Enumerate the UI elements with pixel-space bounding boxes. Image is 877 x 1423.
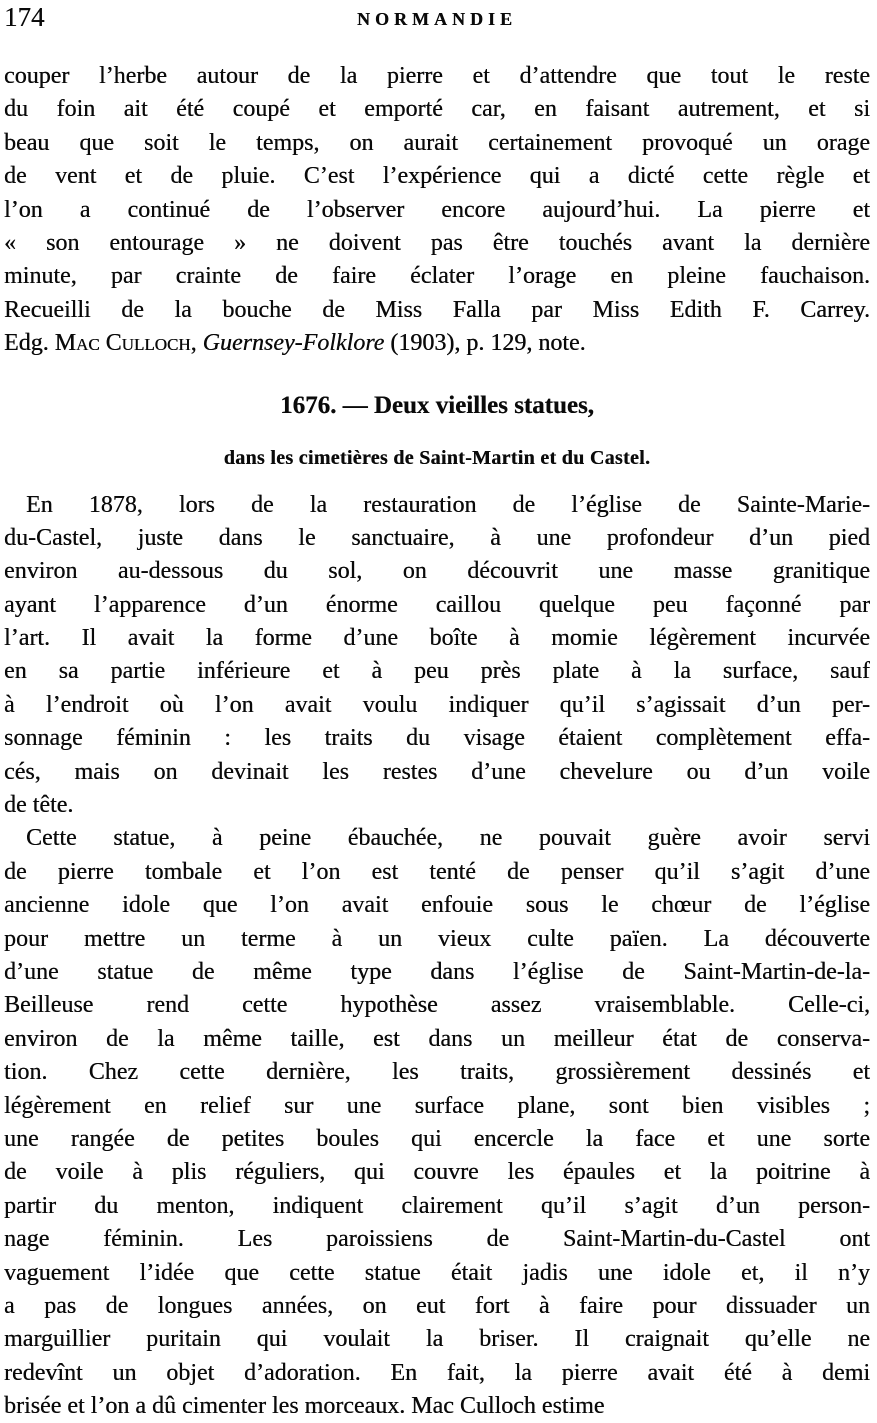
text-line: En 1878, lors de la restauration de l’église de Sainte-Marie- [26, 491, 870, 518]
text-line: une rangée de petites boules qui encercle la face et une sorte [4, 1125, 870, 1152]
text-line: légèrement en relief sur une surface plane, sont bien visibles ; [4, 1092, 870, 1119]
paragraph-3 [4, 822, 870, 1423]
page-number: 174 [4, 2, 45, 32]
paragraph-2 [4, 489, 870, 823]
text-line: nage féminin. Les paroissiens de Saint-Martin-du-Castel ont [4, 1226, 870, 1253]
text-line: à l’endroit où l’on avait voulu indiquer qu’il s’agissait d’un per- [4, 691, 870, 718]
text-line: cés, mais on devinait les restes d’une chevelure ou d’un voile [4, 758, 870, 785]
text-line: beau que soit le temps, on aurait certainement provoqué un orage [4, 129, 870, 156]
text-line: vaguement l’idée que cette statue était jadis une idole et, il n’y [4, 1259, 870, 1286]
text-line: pour mettre un terme à un vieux culte païen. La découverte [4, 925, 870, 952]
text-line: sonnage féminin : les traits du visage étaient complètement effa- [4, 725, 870, 752]
running-head [4, 0, 870, 52]
citation-comma: , [190, 330, 203, 357]
paragraph-1 [4, 60, 870, 327]
section-heading: 1676. — Deux vieilles statues, [280, 391, 594, 419]
text-line: marguillier puritain qui voulait la briser. Il craignait qu’elle ne [4, 1326, 870, 1353]
text-line: de vent et de pluie. C’est l’expérience qui a dicté cette règle et [4, 163, 870, 190]
text-line: tion. Chez cette dernière, les traits, grossièrement dessinés et [4, 1059, 870, 1086]
text-line: de pierre tombale et l’on est tenté de penser qu’il s’agit d’une [4, 858, 870, 885]
text-line: a pas de longues années, on eut fort à faire pour dissuader un [4, 1292, 870, 1319]
text-line: du-Castel, juste dans le sanctuaire, à une profondeur d’un pied [4, 524, 870, 551]
text-line: Beilleuse rend cette hypothèse assez vraisemblable. Celle-ci, [4, 992, 870, 1019]
text-line: environ au-dessous du sol, on découvrit une masse granitique [4, 558, 870, 585]
text-line: ayant l’apparence d’un énorme caillou quelque peu façonné par [4, 591, 870, 618]
text-line: de voile à plis réguliers, qui couvre les épaules et la poitrine à [4, 1159, 870, 1186]
text-line: minute, par crainte de faire éclater l’orage en pleine fauchaison. [4, 263, 870, 290]
text-line: du foin ait été coupé et emporté car, en faisant autrement, et si [4, 96, 870, 123]
citation-author: Mac Culloch [54, 330, 191, 357]
text-line: redevînt un objet d’adoration. En fait, la pierre avait été à demi [4, 1359, 870, 1386]
text-line: partir du menton, indiquent clairement qu’il s’agit d’un person- [4, 1192, 870, 1219]
page-body [4, 60, 870, 1423]
text-line: « son entourage » ne doivent pas être touchés avant la dernière [4, 229, 870, 256]
citation-prefix: Edg. [4, 330, 55, 357]
citation-suffix: (1903), p. 129, note. [384, 330, 586, 357]
text-line: environ de la même taille, est dans un meilleur état de conserva- [4, 1025, 870, 1052]
text-line: en sa partie inférieure et à peu près plate à la surface, sauf [4, 658, 870, 685]
text-line: l’art. Il avait la forme d’une boîte à momie légèrement incurvée [4, 625, 870, 652]
running-title: NORMANDIE [357, 9, 517, 29]
text-line: l’on a continué de l’observer encore aujourd’hui. La pierre et [4, 196, 870, 223]
citation-work-title: Guernsey-Folklore [202, 330, 385, 357]
text-line: couper l’herbe autour de la pierre et d’attendre que tout le reste [4, 63, 870, 89]
text-line: Recueilli de la bouche de Miss Falla par Miss Edith F. Carrey. [4, 296, 870, 323]
citation-line [4, 327, 870, 360]
text-line: brisée et l’on a dû cimenter les morceaux. Mac Culloch estime [4, 1393, 605, 1420]
text-line: ancienne idole que l’on avait enfouie sous le chœur de l’église [4, 892, 870, 919]
section-subheading: dans les cimetières de Saint-Martin et du Castel. [223, 446, 651, 469]
text-line: de tête. [4, 792, 74, 819]
text-line: d’une statue de même type dans l’église de Saint-Martin-de-la- [4, 958, 870, 985]
text-line: Cette statue, à peine ébauchée, ne pouvait guère avoir servi [26, 825, 870, 852]
